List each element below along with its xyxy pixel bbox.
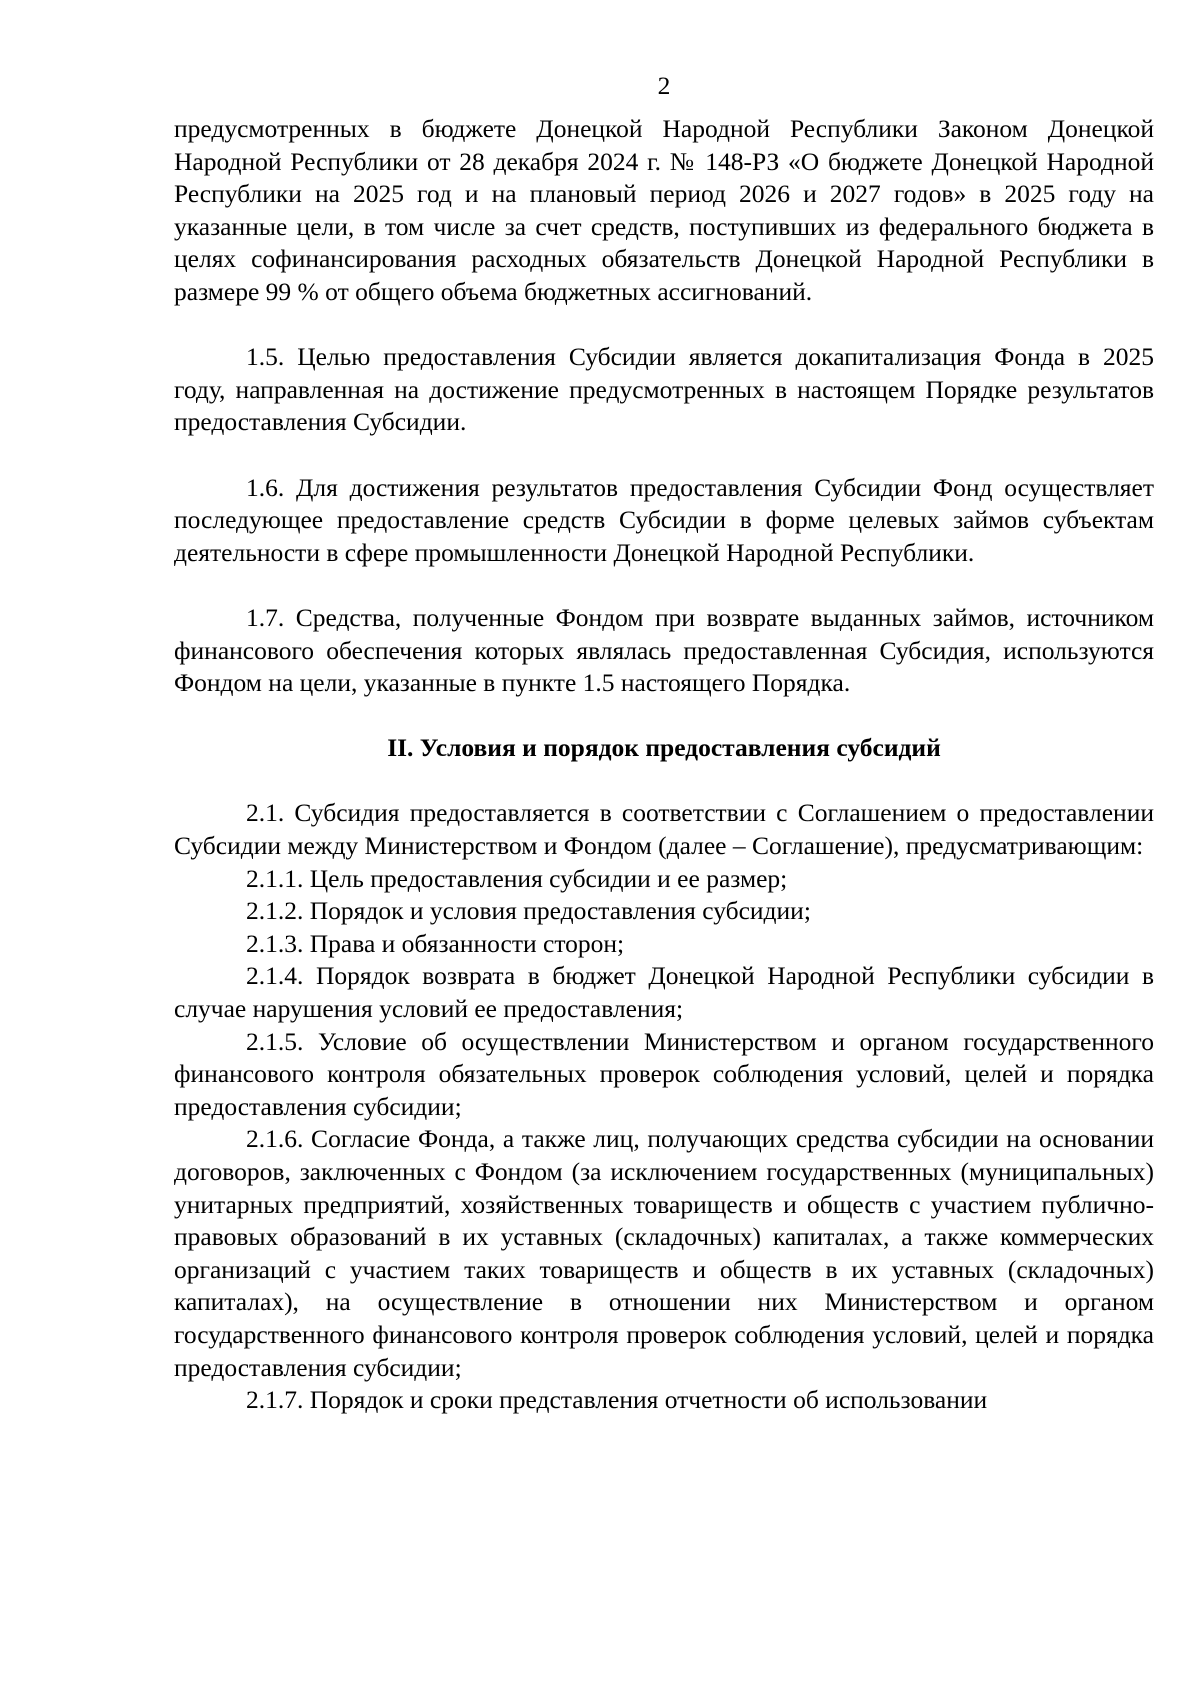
paragraph-2-1: 2.1. Субсидия предоставляется в соответствии с Соглашением о предоставлении Субсидии между Министерством и Фондом (далее – Соглашение), предусматривающим: bbox=[174, 798, 1154, 861]
paragraph-1-5: 1.5. Целью предоставления Субсидии является докапитализация Фонда в 2025 году, направленная на достижение предусмотренных в настоящем Порядке результатов предоставления Субсидии. bbox=[174, 342, 1154, 437]
paragraph-2-1-3: 2.1.3. Права и обязанности сторон; bbox=[246, 928, 625, 958]
paragraph-2-1-2: 2.1.2. Порядок и условия предоставления субсидии; bbox=[246, 896, 811, 926]
paragraph-continuation: предусмотренных в бюджете Донецкой Народной Республики Законом Донецкой Народной Республики от 28 декабря 2024 г. № 148-РЗ «О бюджете Донецкой Народной Республики на 2025 год и на плановый период 2026 и 2027 годов» в 2025 году на указанные цели, в том числе за счет средств, поступивших из федерального бюджета в целях софинансирования расходных обязательств Донецкой Народной Республики в размере 99 % от общего объема бюджетных ассигнований. bbox=[174, 114, 1154, 306]
paragraph-2-1-1: 2.1.1. Цель предоставления субсидии и ее размер; bbox=[246, 863, 788, 893]
paragraph-1-7: 1.7. Средства, полученные Фондом при возврате выданных займов, источником финансового обеспечения которых являлась предоставленная Субсидия, используются Фондом на цели, указанные в пункте 1.5 настоящего Порядка. bbox=[174, 602, 1154, 698]
paragraph-2-1-5: 2.1.5. Условие об осуществлении Министерством и органом государственного финансового контроля обязательных проверок соблюдения условий, целей и порядка предоставления субсидии; bbox=[174, 1026, 1154, 1121]
paragraph-2-1-4: 2.1.4. Порядок возврата в бюджет Донецкой Народной Республики субсидии в случае нарушения условий ее предоставления; bbox=[174, 961, 1154, 1024]
paragraph-2-1-6: 2.1.6. Согласие Фонда, а также лиц, получающих средства субсидии на основании договоров, заключенных с Фондом (за исключением государственных (муниципальных) унитарных предприятий, хозяйственных товариществ и обществ с участием публично-правовых образований в их уставных (складочных) капиталах, а также коммерческих организаций с участием таких товариществ и обществ в их уставных (складочных) капиталах), на осуществление в отношении них Министерством и органом государственного финансового контроля проверок соблюдения условий, целей и порядка предоставления субсидии; bbox=[174, 1124, 1154, 1382]
paragraph-1-6: 1.6. Для достижения результатов предоставления Субсидии Фонд осуществляет последующее предоставление средств Субсидии в форме целевых займов субъектам деятельности в сфере промышленности Донецкой Народной Республики. bbox=[174, 472, 1154, 567]
paragraph-2-1-7: 2.1.7. Порядок и сроки представления отчетности об использовании bbox=[246, 1385, 988, 1415]
page-number: 2 bbox=[657, 71, 671, 100]
section-heading: II. Условия и порядок предоставления субсидий bbox=[387, 733, 941, 763]
document-body bbox=[174, 113, 1154, 1417]
